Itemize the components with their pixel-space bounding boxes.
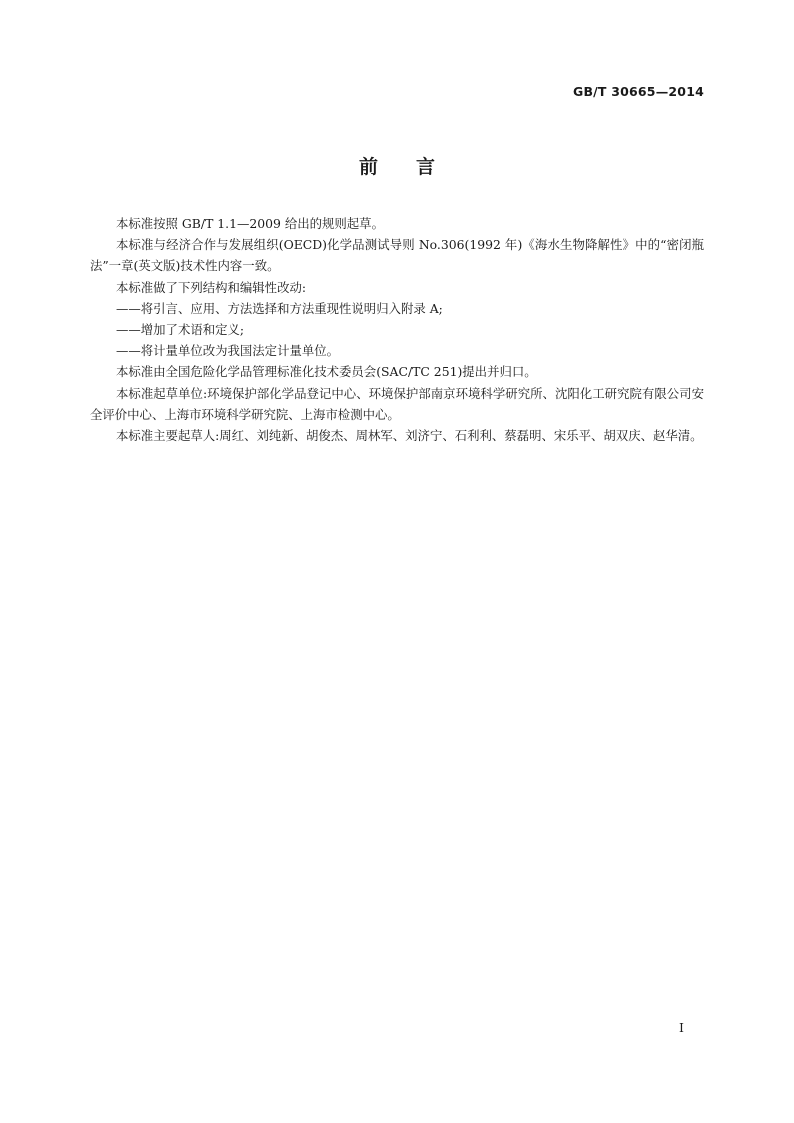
paragraph-proposer: 本标准由全国危险化学品管理标准化技术委员会(SAC/TC 251)提出并归口。 [116,364,537,380]
paragraph-consistency: 本标准与经济合作与发展组织(OECD)化学品测试导则 No.306(1992 年)《海水生物降解性》中的“密闭瓶法”一章(英文版)技术性内容一致。 [90,237,704,274]
paragraph-changes-intro: 本标准做了下列结构和编辑性改动: [116,279,307,295]
list-item-change-2: ——增加了术语和定义; [116,322,245,338]
paragraph-drafters: 本标准主要起草人:周红、刘纯新、胡俊杰、周林军、刘济宁、石利利、蔡磊明、宋乐平、胡双庆、赵华清。 [116,428,703,444]
standard-code: GB/T 30665—2014 [572,84,704,99]
paragraph-drafting-rules: 本标准按照 GB/T 1.1—2009 给出的规则起草。 [116,216,384,231]
page-title: 前言 [358,156,473,178]
paragraph-drafting-units: 本标准起草单位:环境保护部化学品登记中心、环境保护部南京环境科学研究所、沈阳化工研究院有限公司安全评价中心、上海市环境科学研究院、上海市检测中心。 [90,385,704,422]
page-number: I [679,1020,684,1035]
list-item-change-3: ——将计量单位改为我国法定计量单位。 [116,343,340,359]
foreword-body [90,213,704,446]
list-item-change-1: ——将引言、应用、方法选择和方法重现性说明归入附录 A; [116,300,443,316]
